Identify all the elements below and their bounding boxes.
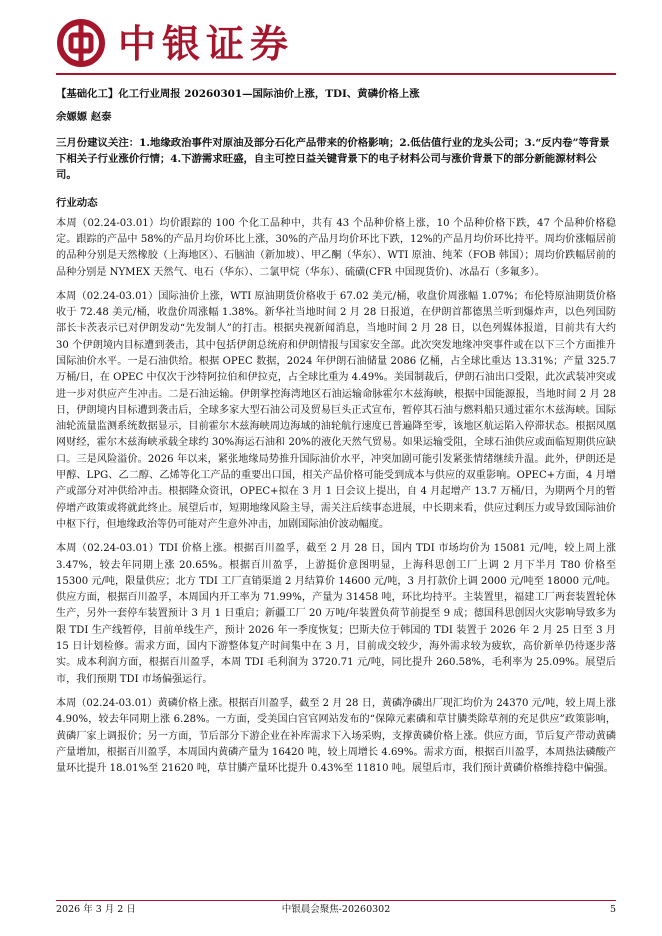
brand-name: 中银证券 [118,22,295,66]
section-title: 行业动态 [56,196,98,209]
paragraph-yellow-phosphorus: 本周（02.24-03.01）黄磷价格上涨。根据百川盈孚，截至 2 月 28 日，黄磷净磷出厂现汇均价为 24370 元/吨，较上周上涨 4.90%，较去年同期上涨 6.28%。一方面，受美国白宫官网站发布的“保障元素磷和草甘膦类除草剂的充足供应”政策影响，黄磷厂家上调报价；另一方面，节后部分下游企业在补库需求下入场采购，支撑黄磷价格上涨。供应方面，节后复产带动黄磷产量增加，根据百川盈孚，本周国内黄磷产量为 16420 吨，较上周增长 4.69%。需求方面，根据百川盈孚，本周热法磷酸产量环比提升 18.01%至 21620 吨，草甘膦产量环比提升 0.43%至 11810 吨。展望后市，我们预计黄磷价格维持稳中偏强。 [56,697,616,775]
report-body [56,80,616,777]
bank-of-china-logo-icon [56,18,106,68]
footer-rule [56,900,616,901]
report-authors: 余嫄嫄 赵泰 [56,111,112,123]
footer-page-number: 5 [609,904,616,915]
paragraph-price-tracking: 本周（02.24-03.01）均价跟踪的 100 个化工品种中，共有 43 个品种价格上涨，10 个品种价格下跌，47 个品种价格稳定。跟踪的产品中 58%的产品月均价环比上涨，30%的产品月均价环比下跌，12%的产品月均价环比持平。周均价涨幅居前的品种分别是天然橡胶（上海地区）、石脑油（新加坡）、甲乙酮（华东）、WTI 原油、纯苯（FOB 韩国）；周均价跌幅居前的品种分别是 NYMEX 天然气、电石（华东）、二氯甲烷（华东）、硫磺(CFR 中国现货价)、冰晶石（多氟多）。 [56,217,616,278]
paragraph-tdi: 本周（02.24-03.01）TDI 价格上涨。根据百川盈孚，截至 2 月 28 日，国内 TDI 市场均价为 15081 元/吨，较上周上涨 3.47%，较去年同期上涨 20.65%。根据百川盈孚，上游挺价意图明显，上海科思创工厂上调 2 月下半月 T80 价格至 15300 元/吨，限量供应；北方 TDI 工厂直销渠道 2 月结算价 14600 元/吨，3 月打款价上调 2000 元/吨至 18000 元/吨。供应方面，根据百川盈孚，本周国内开工率为 71.99%，产量为 31458 吨，环比均持平。主装置里，福建工厂两套装置轮休生产，另外一套停车装置预计 3 月 1 日重启；新疆工厂 20 万吨/年装置负荷节前提至 9 成；德国科思创因火灾影响导致多为限 TDI 生产线暂停，目前单线生产，预计 2026 年一季度恢复；巴斯夫位于韩国的 TDI 装置于 2026 年 2 月 25 日至 3 月 15 日计划检修。需求方面，国内下游整体复产时间集中在 3 月，目前成交较少，海外需求较为疲软，高价新单仍待逐步落实。成本利润方面，根据百川盈孚，本周 TDI 毛利润为 3720.71 元/吨，同比提升 260.58%，毛利率为 25.09%。展望后市，我们预期 TDI 市场偏强运行。 [56,543,616,685]
footer-doc-name: 中银晨会聚焦-20260302 [281,904,391,915]
report-title: 【基础化工】化工行业周报 20260301—国际油价上涨，TDI、黄磷价格上涨 [56,88,420,100]
page-footer [56,903,616,917]
paragraph-oil: 本周（02.24-03.01）国际油价上涨，WTI 原油期货价格收于 67.02 美元/桶，收盘价周涨幅 1.07%；布伦特原油期货价格收于 72.48 美元/桶，收盘价周涨幅 1.38%。新华社当地时间 2 月 28 日报道，在伊朗首都德黑兰听到爆炸声，以色列国防部长卡茨表示已对伊朗发动“先发制人”的打击。根据央视新闻消息，当地时间 2 月 28 日，以色列媒体报道，目前共有大约 30 个伊朗境内目标遭到袭击，其中包括伊朗总统府和伊朗情报与国家安全部。此次突发地缘冲突事件或在以下三个方面推升国际油价水平。一是石油供给。根据 OPEC 数据，2024 年伊朗石油储量 2086 亿桶，占全球比重达 13.31%；产量 325.7 万桶/日，在 OPEC 中仅次于沙特阿拉伯和伊拉克，占全球比重为 4.49%。美国制裁后，伊朗石油出口受限，此次武装冲突或进一步对供应产生冲击。二是石油运输。伊朗掌控海湾地区石油运输命脉霍尔木兹海峡，根据中国能源报，当地时间 2 月 28 日，伊朗境内目标遭到袭击后，全球多家大型石油公司及贸易巨头正式宣布，暂停其石油与燃料船只通过霍尔木兹海峡。国际油轮流量监测系统数据显示，目前霍尔木兹海峡周边海域的油轮航行速度已普遍降至零，该地区航运陷入停滞状态。根据凤凰网财经，霍尔木兹海峡承载全球约 30%海运石油和 20%的液化天然气贸易。如果运输受阻，全球石油供应或面临短期供应缺口。三是风险溢价。2026 年以来，紧张地缘局势推升国际油价水平，冲突加剧可能引发紧张情绪继续升温。此外，伊朗还是甲醇、LPG、乙二醇、乙烯等化工产品的重要出口国，相关产品价格可能受到成本与供应的双重影响。OPEC+方面，4 月增产或部分对冲供给冲击。根据隆众资讯，OPEC+拟在 3 月 1 日会议上提出，自 4 月起增产 13.7 万桶/日，为期两个月的暂停增产政策或将就此终止。展望后市，短期地缘风险主导，需关注后续事态进展，中长期来看，供应过剩压力或导致国际油价中枢下行，但地缘政治等仍可能对产生意外冲击，加剧国际油价波动幅度。 [56,290,616,530]
header-rule [56,73,616,75]
focus-summary: 三月份建议关注：1.地缘政治事件对原油及部分石化产品带来的价格影响；2.低估值行业的龙头公司；3.“反内卷”等背景下相关子行业涨价行情；4.下游需求旺盛，自主可控日益关键背景下的电子材料公司与涨价背景下的部分新能源材料公司。 [56,137,610,182]
footer-date: 2026 年 3 月 2 日 [56,904,136,915]
page-header [56,14,616,80]
